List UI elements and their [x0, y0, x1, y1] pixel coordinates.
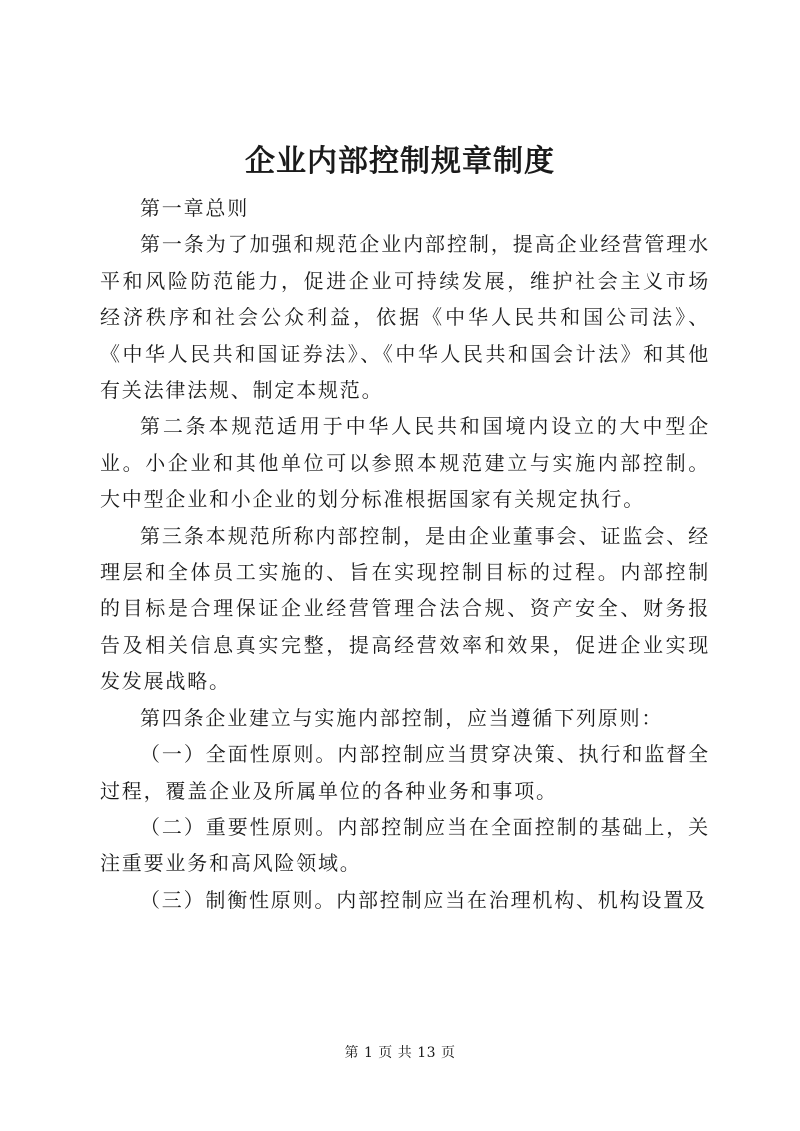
page-number-footer: 第 1 页 共 13 页: [344, 1045, 456, 1061]
article-4-paragraph: 第四条企业建立与实施内部控制，应当遵循下列原则：: [140, 705, 664, 730]
principle-1-paragraph: （一）全面性原则。内部控制应当贯穿决策、执行和监督全过程，覆盖企业及所属单位的各种业务和事项。: [100, 742, 710, 803]
principle-2-paragraph: （二）重要性原则。内部控制应当在全面控制的基础上，关注重要业务和高风险领域。: [100, 814, 710, 876]
article-3-paragraph: 第三条本规范所称内部控制，是由企业董事会、证监会、经理层和全体员工实施的、旨在实现控制目标的过程。内部控制的目标是合理保证企业经营管理合法合规、资产安全、财务报告及相关信息真实完整，提高经营效率和效果，促进企业实现发发展战略。: [100, 523, 710, 694]
document-body: [100, 190, 710, 918]
article-2-paragraph: 第二条本规范适用于中华人民共和国境内设立的大中型企业。小企业和其他单位可以参照本规范建立与实施内部控制。大中型企业和小企业的划分标准根据国家有关规定执行。: [100, 414, 710, 512]
chapter-heading: 第一章总则: [140, 196, 249, 220]
principle-3-paragraph: （三）制衡性原则。内部控制应当在治理机构、机构设置及: [140, 887, 707, 912]
article-1-paragraph: 第一条为了加强和规范企业内部控制，提高企业经营管理水平和风险防范能力，促进企业可持续发展，维护社会主义市场经济秩序和社会公众利益，依据《中华人民共和国公司法》、《中华人民共和国证券法》、《中华人民共和国会计法》和其他有关法律法规、制定本规范。: [100, 232, 710, 403]
document-title: 企业内部控制规章制度: [245, 144, 555, 179]
